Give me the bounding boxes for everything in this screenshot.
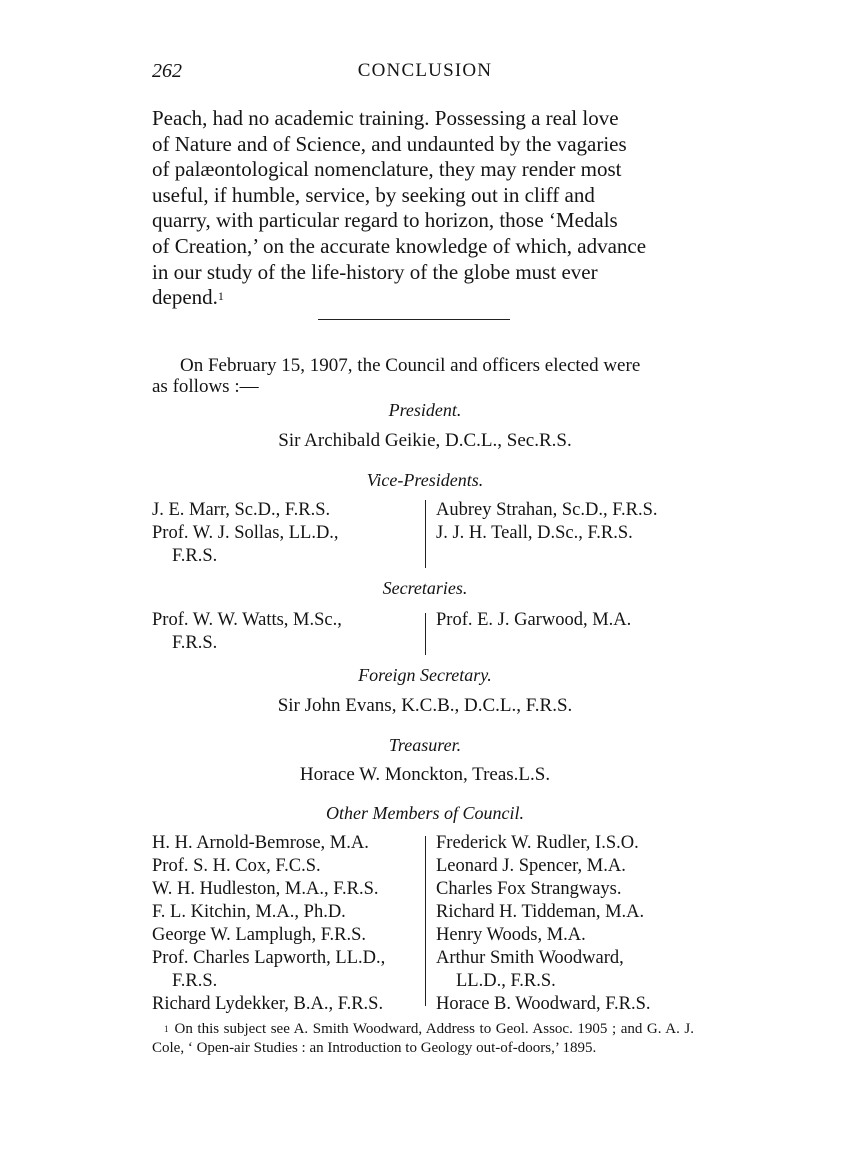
council-intro-line: On February 15, 1907, the Council and officers elected were — [180, 355, 641, 376]
member-entry: Horace B. Woodward, F.R.S. — [436, 994, 651, 1014]
member-entry-continuation: F.R.S. — [172, 971, 218, 991]
member-entry — [152, 609, 412, 655]
member-entry-continuation: F.R.S. — [172, 546, 218, 566]
footnote — [152, 1020, 694, 1057]
treasurer-name: Horace W. Monckton, Treas.L.S. — [299, 764, 551, 785]
member-entry: J. E. Marr, Sc.D., F.R.S. — [152, 500, 331, 520]
other-members-heading: Other Members of Council. — [326, 803, 524, 823]
member-entry: Frederick W. Rudler, I.S.O. — [436, 833, 639, 853]
foreign-secretary-name: Sir John Evans, K.C.B., D.C.L., F.R.S. — [277, 695, 573, 716]
footnote-reference: 1 — [217, 289, 224, 304]
president-name: Sir Archibald Geikie, D.C.L., Sec.R.S. — [278, 430, 572, 451]
council-intro-line: as follows :— — [152, 376, 259, 397]
section-divider — [318, 319, 510, 320]
member-entry: Prof. E. J. Garwood, M.A. — [436, 610, 632, 630]
member-entry: Aubrey Strahan, Sc.D., F.R.S. — [436, 500, 658, 520]
foreign-secretary-heading: Foreign Secretary. — [358, 665, 492, 685]
member-entry-line: Prof. Charles Lapworth, LL.D., — [152, 948, 386, 968]
page-number: 262 — [152, 60, 182, 82]
vice-presidents-heading: Vice-Presidents. — [366, 470, 484, 490]
vice-presidents-right-column — [436, 499, 696, 545]
member-entry — [152, 947, 414, 993]
running-head: CONCLUSION — [357, 60, 493, 81]
council-intro — [152, 355, 694, 397]
member-entry: Henry Woods, M.A. — [436, 925, 586, 945]
column-divider — [425, 500, 426, 568]
paragraph-last-word: depend. — [152, 285, 218, 310]
member-entry: Richard Lydekker, B.A., F.R.S. — [152, 994, 384, 1014]
paragraph-line: useful, if humble, service, by seeking out in cliff and — [152, 182, 595, 207]
paragraph-line — [152, 285, 694, 311]
treasurer-heading: Treasurer. — [388, 735, 462, 755]
intro-paragraph — [152, 106, 694, 311]
member-entry: Prof. S. H. Cox, F.C.S. — [152, 856, 321, 876]
paragraph-line: in our study of the life-history of the globe must ever — [152, 259, 598, 284]
member-entry-line: Prof. W. W. Watts, M.Sc., — [152, 610, 342, 630]
column-divider — [425, 613, 426, 655]
secretaries-left-column — [152, 609, 412, 655]
footnote-text: On this subject see A. Smith Woodward, Address to Geol. Assoc. 1905 ; and G. A. J. Cole, ‘ Open-air Studies : an Introduction to Geology out-of-doors,’ 1895. — [152, 1021, 694, 1056]
member-entry: F. L. Kitchin, M.A., Ph.D. — [152, 902, 346, 922]
member-entry: George W. Lamplugh, F.R.S. — [152, 925, 367, 945]
member-entry: J. J. H. Teall, D.Sc., F.R.S. — [436, 523, 633, 543]
secretaries-heading: Secretaries. — [382, 578, 468, 598]
member-entry — [436, 947, 698, 993]
member-entry: Charles Fox Strangways. — [436, 879, 622, 899]
member-entry — [152, 522, 412, 568]
vice-presidents-left-column — [152, 499, 412, 568]
president-heading: President. — [388, 400, 462, 420]
footnote-marker: 1 — [164, 1024, 169, 1034]
other-members-right-column — [436, 832, 698, 1016]
paragraph-line: quarry, with particular regard to horizon, those ‘Medals — [152, 208, 618, 233]
member-entry-line: Prof. W. J. Sollas, LL.D., — [152, 523, 339, 543]
paragraph-line: of Creation,’ on the accurate knowledge of which, advance — [152, 233, 647, 258]
member-entry: Leonard J. Spencer, M.A. — [436, 856, 626, 876]
paragraph-line: Peach, had no academic training. Possessing a real love — [152, 106, 619, 130]
secretaries-right-column — [436, 609, 696, 632]
member-entry-line: Arthur Smith Woodward, — [436, 948, 624, 968]
member-entry-continuation: F.R.S. — [172, 633, 218, 653]
member-entry-continuation: LL.D., F.R.S. — [456, 971, 556, 991]
member-entry: Richard H. Tiddeman, M.A. — [436, 902, 645, 922]
column-divider — [425, 836, 426, 1006]
paragraph-line: of Nature and of Science, and undaunted by the vagaries — [152, 131, 627, 156]
member-entry: H. H. Arnold-Bemrose, M.A. — [152, 833, 369, 853]
other-members-left-column — [152, 832, 414, 1016]
member-entry: W. H. Hudleston, M.A., F.R.S. — [152, 879, 379, 899]
paragraph-line: of palæontological nomenclature, they may render most — [152, 157, 622, 182]
